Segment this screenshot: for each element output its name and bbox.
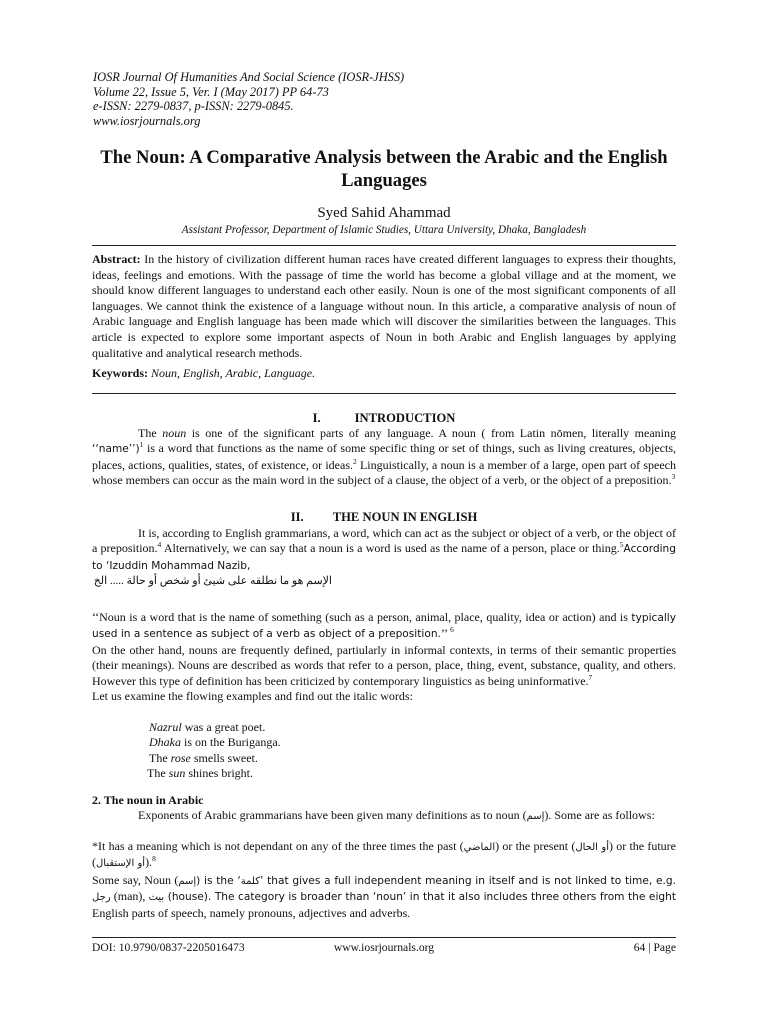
journal-url[interactable]: www.iosrjournals.org	[93, 113, 201, 128]
keywords-text: Noun, English, Arabic, Language.	[148, 366, 316, 380]
paper-title: The Noun: A Comparative Analysis between the Arabic and the English Languages	[100, 147, 668, 191]
text-run: *It has a meaning which is not dependant on any of the three times the past (	[92, 839, 464, 853]
text-run: ).	[145, 855, 153, 870]
arabic-term: أو الحال	[575, 842, 609, 853]
english-quote-paragraph	[92, 610, 676, 704]
footnote-ref[interactable]: 8	[152, 854, 156, 864]
section-number: II.	[290, 510, 304, 524]
author-name: Syed Sahid Ahammad	[317, 205, 451, 221]
footnote-ref[interactable]: 6	[450, 625, 454, 635]
journal-header	[93, 70, 404, 128]
footnote-ref[interactable]: 7	[588, 672, 593, 682]
list-item	[149, 751, 281, 766]
text-run: English parts of speech, namely pronouns, adjectives and adverbs.	[92, 905, 411, 920]
footer-doi[interactable]: DOI: 10.9790/0837-2205016473	[92, 941, 245, 954]
text-run: was a great poet.	[181, 720, 266, 734]
keywords-label: Keywords:	[92, 366, 148, 380]
section-heading-introduction	[0, 411, 768, 426]
example-list	[149, 720, 281, 782]
text-run: Exponents of Arabic grammarians have been given many definitions as to noun (	[138, 808, 527, 822]
arabic-paragraph-3	[92, 873, 676, 921]
subsection-heading-noun-arabic: 2. The noun in Arabic	[92, 793, 204, 807]
arabic-term: إسم	[178, 876, 197, 887]
arabic-paragraph-2	[92, 839, 676, 872]
footer-divider	[92, 937, 676, 938]
text-run: The	[138, 426, 163, 440]
divider-top	[92, 245, 676, 246]
text-run: ‘‘name’’)	[92, 443, 140, 456]
footnote-ref[interactable]: 3	[671, 472, 676, 482]
footer-page-number: 64 | Page	[633, 941, 676, 954]
arabic-term: رجل	[92, 892, 111, 904]
text-run: ’’	[440, 626, 451, 641]
text-run: ) or the future (	[92, 839, 676, 870]
text-run: ’ that gives a full independent meaning in itself and is not linked to time, e.g.	[259, 875, 676, 887]
arabic-term: أو الإستقبال	[96, 858, 146, 870]
text-run: ) is the ‘	[196, 875, 241, 887]
footnote-ref[interactable]: 1	[139, 440, 144, 450]
footnote-ref[interactable]: 5	[619, 540, 624, 550]
text-run: Some say, Noun (	[92, 873, 179, 887]
italic-noun: sun	[168, 766, 186, 781]
arabic-term: كلمة	[240, 876, 260, 887]
text-run: typically used in a sentence as subject of a verb as object of a preposition.	[92, 612, 676, 641]
text-run: shines bright.	[185, 766, 253, 781]
arabic-term: الماضي	[463, 842, 496, 853]
italic-noun: Dhaka	[149, 735, 181, 750]
introduction-paragraph	[92, 426, 676, 489]
section-heading-noun-english	[0, 510, 768, 525]
text-run: is one of the significant parts of any language. A noun ( from Latin nōmen, literally meaning	[186, 426, 677, 440]
abstract	[92, 252, 676, 361]
italic-noun: rose	[170, 750, 191, 765]
footnote-ref[interactable]: 2	[353, 456, 357, 466]
text-run: On the other hand, nouns are frequently defined, partiularly in informal contexts, in terms of their semantic properties (their meanings). Nouns are described as words that refer to a person, place, thing, event, substance, quality, and others. However this type of definition has been criticized by contemporary linguistics as being uninformative.	[92, 642, 676, 688]
text-run: is on the Buriganga.	[181, 735, 281, 750]
text-run: :	[651, 810, 655, 822]
journal-issn: e-ISSN: 2279-0837, p-ISSN: 2279-0845.	[93, 99, 294, 114]
italic-noun: Nazrul	[149, 720, 182, 734]
keywords	[92, 366, 315, 381]
arabic-term: بيت	[148, 892, 165, 904]
text-run: ). Some are as follows	[544, 808, 652, 822]
text-run: is a word that functions as the name of some specific thing or set of things, such as living creatures, objects, places, actions, qualities, states, of existence, or ideas.	[92, 441, 676, 472]
text-run: It is, according to English grammarians, a word, which can act as the subject or object of a verb, or the object of a preposition.	[92, 526, 676, 556]
text-run: The	[147, 766, 169, 781]
italic-noun: noun	[162, 426, 187, 440]
list-item	[149, 720, 281, 735]
abstract-label: Abstract:	[92, 252, 141, 266]
arabic-paragraph-1	[92, 808, 676, 824]
text-run: ‘‘Noun is a word that is the name of something (such as a person, animal, place, quality, idea or action) and is	[92, 610, 632, 624]
text-run: ) or the present (	[495, 839, 576, 853]
text-run: smells sweet.	[190, 750, 258, 765]
author-affiliation: Assistant Professor, Department of Islamic Studies, Uttara University, Dhaka, Bangladesh	[181, 224, 587, 236]
abstract-text: In the history of civilization different human races have created different languages to express their thoughts, ideas, feelings and emotions. With the passage of time the world has become a global village and at the moment, we should know different languages to understand each other easily. Noun is one of the most significant components of all languages. We cannot think the existence of a language without noun. In this article, a comparative analysis of noun of Arabic language and English language has been made which will discover the similarities between the languages. This article is expected to explore some important aspects of Noun in both Arabic and English languages by applying qualitative and analytical research methods.	[92, 252, 676, 360]
journal-name: IOSR Journal Of Humanities And Social Science (IOSR-JHSS)	[93, 70, 405, 84]
divider-bottom	[92, 393, 676, 394]
list-item	[149, 735, 281, 750]
journal-volume: Volume 22, Issue 5, Ver. I (May 2017) PP 64-73	[93, 84, 329, 99]
text-run: Let us examine the flowing examples and find out the italic words:	[92, 689, 413, 704]
section-title: INTRODUCTION	[354, 411, 456, 425]
section-title: THE NOUN IN ENGLISH	[332, 510, 478, 524]
footnote-ref[interactable]: 4	[157, 540, 162, 550]
text-run: (house). The category is broader than ‘noun’ in that it also includes three others from the eight	[164, 891, 676, 904]
arabic-term: إسم	[526, 811, 545, 822]
english-paragraph-1	[92, 526, 676, 574]
text-run: According to ‘Izuddin Mohammad Nazib,	[92, 543, 676, 572]
arabic-definition: الإسم هو ما نطلقه على شيئ أو شخص أو حالة ..... الخ	[93, 575, 332, 587]
footer-site[interactable]: www.iosrjournals.org	[333, 941, 435, 954]
list-item	[147, 766, 281, 781]
text-run: (man),	[110, 889, 149, 904]
text-run: The	[149, 750, 171, 765]
text-run: Alternatively, we can say that a noun is a word is used as the name of a person, place or thing.	[161, 541, 620, 556]
text-run: Linguistically, a noun is a member of a large, open part of speech whose members can occur as the main word in the subject of a clause, the object of a verb, or the object of a preposition.	[92, 457, 676, 488]
section-number: I.	[312, 411, 321, 425]
